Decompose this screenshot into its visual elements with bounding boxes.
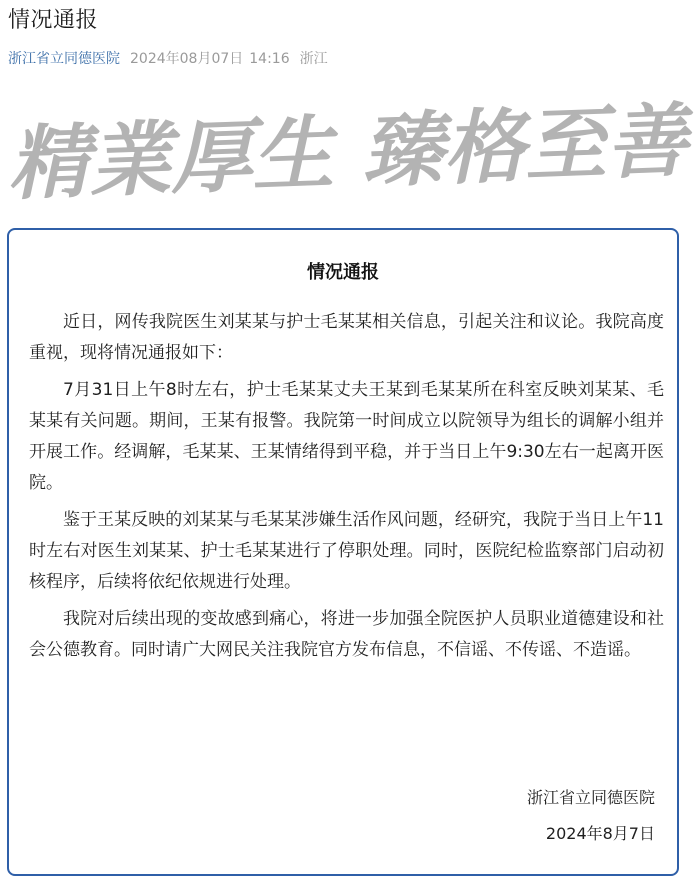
- signature-date: 2024年8月7日: [545, 824, 655, 843]
- page-title: 情况通报: [8, 8, 99, 33]
- signature-org: 浙江省立同德医院: [526, 788, 655, 807]
- notice-paragraph: 7月31日上午8时左右，护士毛某某丈夫王某到毛某某所在科室反映刘某某、毛某某有关问题。期间，王某有报警。我院第一时间成立以院领导为组长的调解小组并开展工作。经调解，毛某某、王某情绪得到平稳，并于当日上午9:30左右一起离开医院。: [29, 380, 664, 493]
- notice-card: [7, 228, 679, 876]
- notice-paragraph: 近日，网传我院医生刘某某与护士毛某某相关信息，引起关注和议论。我院高度重视，现将情况通报如下：: [29, 312, 664, 363]
- calligraphy-banner: [0, 92, 697, 212]
- calligraphy-banner-image: [0, 92, 697, 212]
- article-meta: [8, 49, 328, 69]
- notice-body: [29, 307, 664, 672]
- publish-time: 14:16: [249, 51, 290, 67]
- notice-heading: 情况通报: [307, 262, 379, 283]
- publish-date: 2024年08月07日: [130, 51, 244, 67]
- region-label: 浙江: [299, 51, 328, 67]
- calligraphy-text: 精業厚生 臻格至善: [6, 93, 677, 211]
- source-link[interactable]: 浙江省立同德医院: [8, 51, 120, 67]
- notice-paragraph: 我院对后续出现的变故感到痛心，将进一步加强全院医护人员职业道德建设和社会公德教育。同时请广大网民关注我院官方发布信息，不信谣、不传谣、不造谣。: [29, 609, 664, 660]
- notice-paragraph: 鉴于王某反映的刘某某与毛某某涉嫌生活作风问题，经研究，我院于当日上午11时左右对医生刘某某、护士毛某某进行了停职处理。同时，医院纪检监察部门启动初核程序，后续将依纪依规进行处理。: [29, 510, 664, 592]
- signature-block: [527, 787, 655, 845]
